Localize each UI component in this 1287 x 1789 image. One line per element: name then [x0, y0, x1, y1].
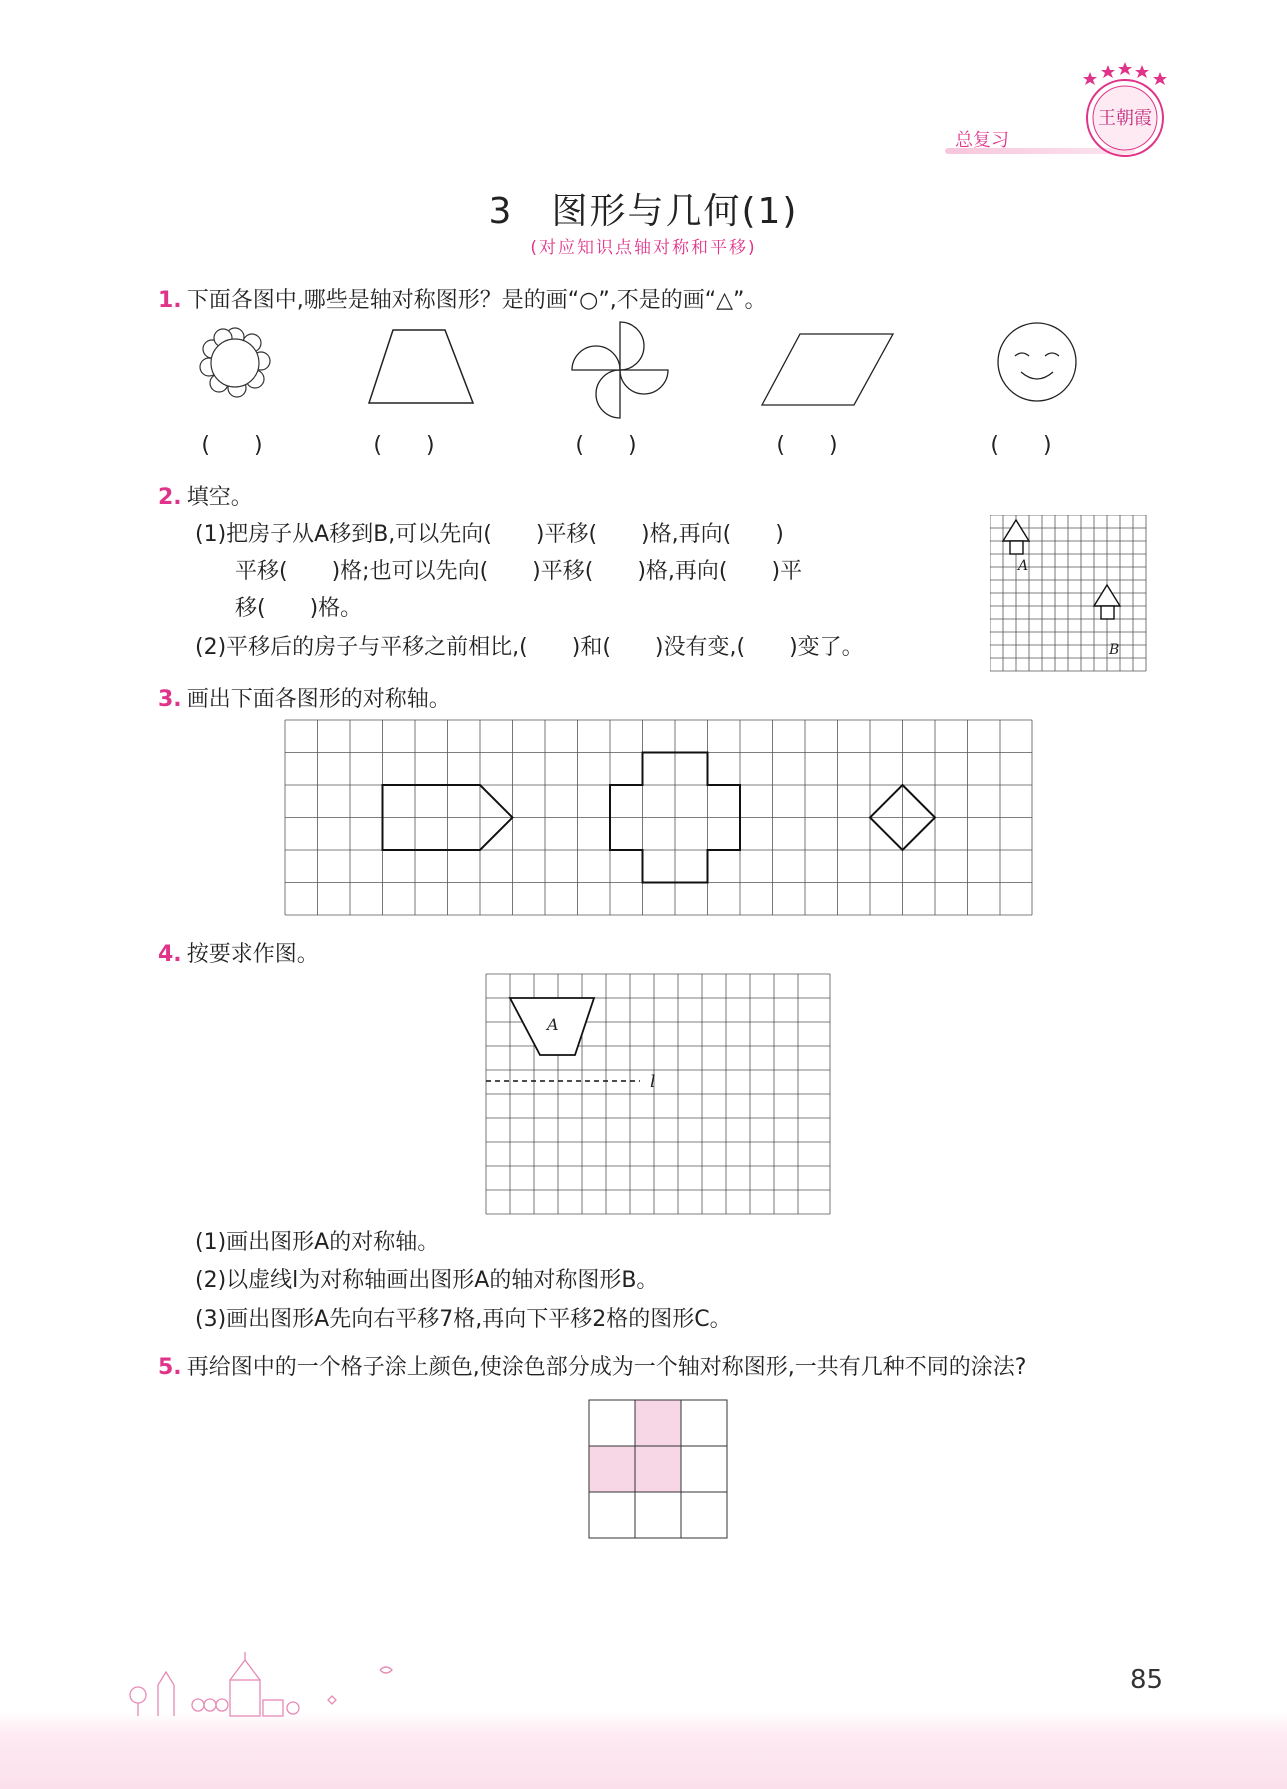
q5-header: [158, 1350, 1026, 1381]
shape-label-a: A: [547, 1015, 559, 1034]
q1-text: 下面各图中,哪些是轴对称图形？是的画“○”,不是的画“△”。: [186, 288, 767, 313]
q1-answer-2[interactable]: ( ): [373, 433, 435, 458]
q4-task-1: (1)画出图形A的对称轴。: [195, 1230, 440, 1255]
flower-icon: [195, 325, 275, 405]
brand-seal: [1070, 60, 1180, 160]
q1-number: 1.: [158, 288, 182, 313]
seal-text: 王朝霞: [1098, 108, 1152, 129]
q1-answer-3[interactable]: ( ): [575, 433, 637, 458]
q3-grid-figure: [284, 719, 1034, 919]
house-label-a: A: [1018, 558, 1029, 574]
q5-grid-figure: [588, 1399, 730, 1541]
q1-answer-4[interactable]: ( ): [776, 433, 838, 458]
trapezoid-icon: [365, 328, 475, 408]
q4-grid-figure: [485, 973, 835, 1218]
q4-task-2: (2)以虚线l为对称轴画出图形A的轴对称图形B。: [195, 1268, 659, 1293]
q2-line-2: 平移( )格;也可以先向( )平移( )格,再向( )平: [235, 559, 803, 584]
shaded-cell: [635, 1446, 681, 1492]
section-label: 总复习: [955, 130, 1009, 151]
q2-grid-figure: [990, 515, 1150, 675]
page-number: 85: [1130, 1665, 1164, 1695]
pinwheel-icon: [565, 320, 675, 420]
page-title: 3 图形与几何(1): [488, 191, 799, 232]
q5-text: 再给图中的一个格子涂上颜色,使涂色部分成为一个轴对称图形,一共有几种不同的涂法?: [186, 1355, 1027, 1380]
q4-text: 按要求作图。: [186, 942, 319, 967]
q5-number: 5.: [158, 1355, 182, 1380]
shaded-cell: [635, 1400, 681, 1446]
q2-line-4: (2)平移后的房子与平移之前相比,( )和( )没有变,( )变了。: [195, 635, 864, 660]
q2-header: [158, 480, 253, 511]
line-label-l: l: [650, 1072, 656, 1092]
q4-header: [158, 937, 319, 968]
q2-text: 填空。: [186, 485, 253, 510]
q1-answer-5[interactable]: ( ): [990, 433, 1052, 458]
smiley-face-icon: [995, 320, 1080, 405]
q1-answer-1[interactable]: ( ): [201, 433, 263, 458]
q1-header: [158, 283, 766, 314]
q2-number: 2.: [158, 485, 182, 510]
shaded-cell: [589, 1446, 635, 1492]
parallelogram-icon: [760, 332, 895, 407]
page-subtitle: (对应知识点轴对称和平移): [530, 238, 757, 258]
q4-task-3: (3)画出图形A先向右平移7格,再向下平移2格的图形C。: [195, 1307, 732, 1332]
footer-band: [0, 1712, 1287, 1789]
q3-number: 3.: [158, 687, 182, 712]
q3-text: 画出下面各图形的对称轴。: [186, 687, 451, 712]
castle-illustration: [118, 1650, 418, 1720]
q2-line-3: 移( )格。: [235, 596, 363, 621]
q2-line-1: (1)把房子从A移到B,可以先向( )平移( )格,再向( ): [195, 522, 784, 547]
q3-header: [158, 682, 451, 713]
house-label-b: B: [1109, 642, 1120, 658]
q4-number: 4.: [158, 942, 182, 967]
